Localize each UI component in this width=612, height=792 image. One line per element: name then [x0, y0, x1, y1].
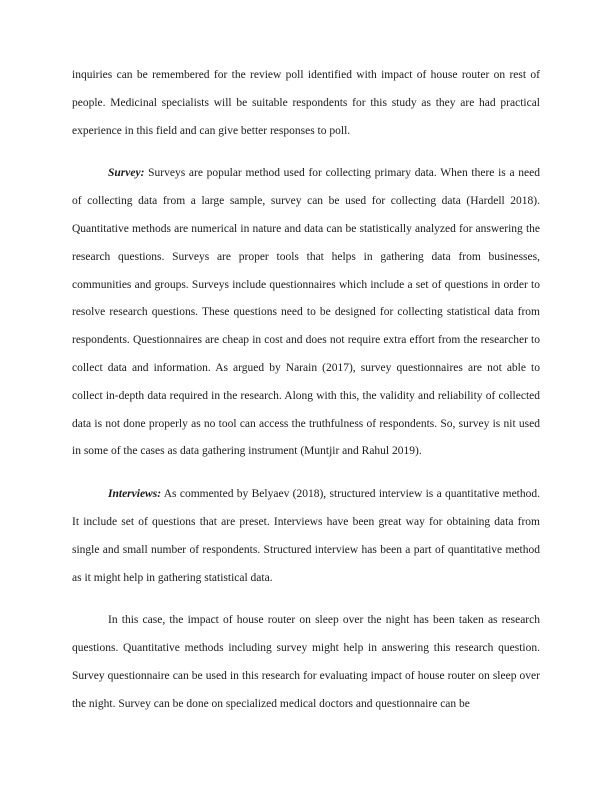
paragraph-text: In this case, the impact of house router on sleep over the night has been taken as research questions. Quantitative methods including survey might help in answering this research question. Survey questionnaire can be used in this research for evaluating impact of house router on sleep over the night. Survey can be done on specialized medical doctors and questionnaire can be [72, 614, 540, 710]
paragraph-text: As commented by Belyaev (2018), structured interview is a quantitative method. It include set of questions that are preset. Interviews have been great way for obtaining data from single and small number of respondents. Structured interview has been a part of quantitative method as it might help in gathering statistical data. [72, 488, 540, 584]
paragraph-continuation [72, 62, 540, 145]
paragraph-text: inquiries can be remembered for the review poll identified with impact of house router on rest of people. Medicinal specialists will be suitable respondents for this study as they are had practical experience in this field and can give better responses to poll. [72, 69, 540, 137]
paragraph-text: Surveys are popular method used for collecting primary data. When there is a need of collecting data from a large sample, survey can be used for collecting data (Hardell 2018). Quantitative methods are numerical in nature and data can be statistically analyzed for answering the research questions. Surveys are proper tools that helps in gathering data from businesses, communities and groups. Surveys include questionnaires which include a set of questions in order to resolve research questions. These questions need to be designed for collecting statistical data from respondents. Questionnaires are cheap in cost and does not require extra effort from the researcher to collect data and information. As argued by Narain (2017), survey questionnaires are not able to collect in-depth data required in the research. Along with this, the validity and reliability of collected data is not done properly as no tool can access the truthfulness of respondents. So, survey is nit used in some of the cases as data gathering instrument (Muntjir and Rahul 2019). [72, 167, 540, 458]
interviews-heading: Interviews: [108, 488, 162, 501]
document-page [72, 62, 540, 734]
paragraph-research-question [72, 607, 540, 718]
paragraph-interviews [72, 481, 540, 592]
paragraph-survey [72, 160, 540, 466]
survey-heading: Survey: [108, 167, 145, 180]
